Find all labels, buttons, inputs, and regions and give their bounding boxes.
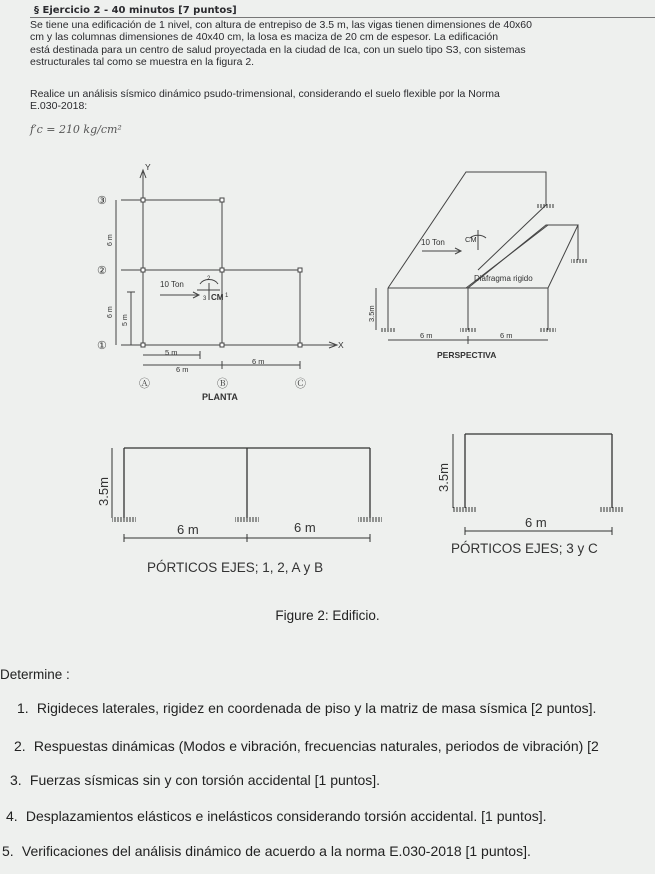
dim-label-5m-h: 5 m [165,348,178,357]
axis-label-2: ② [97,265,107,277]
title-rule [30,17,655,18]
plan-x-label: X [338,340,344,350]
plan-dof-2: 2 [207,276,211,282]
support-hatch [112,517,136,522]
frame-b-title: PÓRTICOS EJES; 3 y C [451,541,598,556]
column [298,343,302,347]
plan-title: PLANTA [202,392,238,402]
frame-axes-1-2-a-b [112,448,382,542]
perspective-title: PERSPECTIVA [437,350,497,360]
dim-label-6m-h1: 6 m [176,365,189,374]
plan-load-label: 10 Ton [160,280,184,289]
list-item: 2. Respuestas dinámicas (Modos e vibración, frecuencias naturales, periodos de vibración) [2 [14,738,599,754]
persp-load-label: 10 Ton [421,238,445,247]
list-item: 5. Verificaciones del análisis dinámico de acuerdo a la norma E.030-2018 [1 puntos]. [2,843,531,859]
support-hatch [453,507,477,512]
support-hatch [537,204,555,208]
support-hatch [540,328,556,332]
instruction-line: Realice un análisis sísmico dinámico psudo-trimensional, considerando el suelo flexible por la Norma [30,88,500,100]
problem-statement [30,19,645,69]
determine-label: Determine : [0,667,70,682]
diafragma-label: Diafragma rigido [474,274,533,283]
column [220,268,224,272]
list-item: 1. Rigideces laterales, rigidez en coordenada de piso y la matriz de masa sísmica [2 puntos]. [17,700,597,716]
frame-a-span2: 6 m [294,520,316,535]
plan-y-label: Y [145,162,151,172]
frame-b-span: 6 m [525,515,547,530]
support-hatch [235,517,259,522]
dim-label-6m-v2: 6 m [107,306,114,318]
axis-label-3: ③ [97,195,107,207]
column [141,268,145,272]
persp-span2-label: 6 m [500,331,513,340]
column [141,198,145,202]
support-hatch [358,517,382,522]
axis-label-b: Ⓑ [217,378,228,390]
support-hatch [571,259,587,263]
frame-a-title: PÓRTICOS EJES; 1, 2, A y B [147,560,324,575]
perspective-view [376,172,587,344]
plan-view [116,170,337,369]
frame-a-span1: 6 m [177,522,199,537]
axis-label-c: Ⓒ [295,378,306,390]
plan-dof-1: 1 [225,293,229,299]
dim-label-6m-v: 6 m [107,234,114,246]
list-item: 3. Fuerzas sísmicas sin y con torsión accidental [1 puntos]. [10,772,381,788]
frame-b-height: 3.5m [436,463,451,492]
exercise-title: § Ejercicio 2 - 40 minutos [7 puntos] [34,5,237,16]
support-hatch [460,328,476,332]
column [141,343,145,347]
instruction [30,88,650,113]
concrete-strength: f′c = 210 kg/cm² [30,123,122,136]
axis-label-a: Ⓐ [139,378,150,390]
dim-label-6m-h2: 6 m [252,357,265,366]
persp-cm-label: CM [465,235,477,244]
persp-span1-label: 6 m [420,331,433,340]
support-hatch [600,507,624,512]
plan-cm-label: CM [211,293,224,302]
frame-a-height: 3.5m [96,477,111,506]
list-item: 4. Desplazamientos elásticos e inelásticos considerando torsión accidental. [1 puntos]. [6,808,547,824]
figure-caption: Figure 2: Edificio. [275,608,380,623]
statement-line: cm y las columnas dimensiones de 40x40 cm, la losa es maciza de 20 cm de espesor. La edificación [30,31,499,44]
support-hatch [380,328,396,332]
instruction-line: E.030-2018: [30,100,88,113]
dim-label-5m-v: 5 m [122,314,129,326]
statement-line: Se tiene una edificación de 1 nivel, con altura de entrepiso de 3.5 m, las vigas tienen dimensiones de 40x60 [30,19,532,31]
slab-back [388,172,546,288]
plan-dof-3: 3 [203,296,207,302]
statement-line: está destinada para un centro de salud proyectada en la ciudad de Ica, con un suelo tipo S3, con sistemas [30,43,526,56]
axis-label-1: ① [97,340,107,352]
statement-line: estructurales tal como se muestra en la figura 2. [30,56,255,69]
figure-drawings [0,150,655,600]
column [220,198,224,202]
column [298,268,302,272]
persp-height-label: 3.5m [367,305,376,322]
column [220,343,224,347]
